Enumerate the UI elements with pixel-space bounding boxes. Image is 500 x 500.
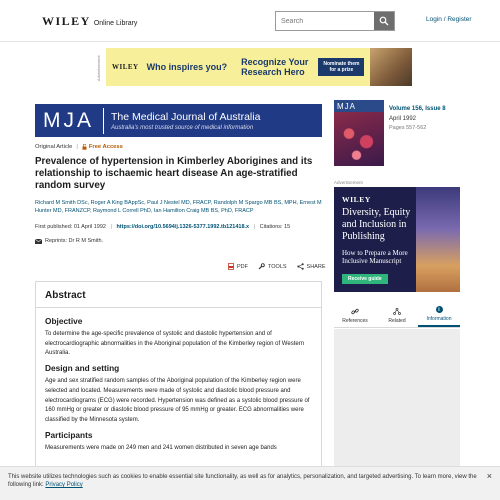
ad-cta-line2: for a prize <box>329 67 354 73</box>
tab-information[interactable] <box>418 303 460 327</box>
design-text: Age and sex stratified random samples of the Aboriginal population of the Kimberley region were selected and located. Measurements were made of systolic and diastolic blood pressure and electrocardiograms (ECG) were recorded. Hypertension was defined as a systolic blood pressure of 160 mmHg or greater or diastolic blood pressure of 95 mmHg or greater. ECG abnormalities were classified by the Minnesota system. <box>45 378 310 423</box>
information-panel <box>334 329 460 469</box>
close-icon[interactable]: × <box>486 471 492 481</box>
article-title: Prevalence of hypertension in Kimberley Aborigines and its relationship to ischaemic heart disease An age-stratified random survey <box>35 156 313 191</box>
search-icon <box>379 16 389 26</box>
cover-abbr: MJA <box>337 102 356 111</box>
pdf-label: PDF <box>237 263 248 270</box>
tools-button[interactable] <box>258 263 287 270</box>
tab-references[interactable] <box>334 303 376 327</box>
side-ad-subline: How to Prepare a More Inclusive Manuscript <box>342 249 408 265</box>
issue-cover[interactable] <box>334 100 384 166</box>
journal-abbr: MJA <box>43 108 94 132</box>
issue-date: April 1992 <box>389 116 417 122</box>
ad-brand: WILEY <box>112 63 139 71</box>
pub-separator: | <box>253 224 256 230</box>
share-icon <box>297 263 304 270</box>
tools-label: TOOLS <box>268 263 287 270</box>
participants-heading: Participants <box>45 429 93 440</box>
ad-photo <box>370 48 412 86</box>
search-button[interactable] <box>374 12 394 30</box>
article-tools <box>228 263 326 270</box>
logo-subtitle: Online Library <box>93 20 138 27</box>
ad-recognize-line2: Research Hero <box>241 67 305 77</box>
search-box <box>275 11 395 31</box>
objective-text: To determine the age-specific prevalence of systolic and diastolic hypertension and of electrocardiographic abnormalities in the Aboriginal population of the Kimberley region of Western Australia. <box>45 331 305 357</box>
side-ad-brand: WILEY <box>342 195 371 204</box>
reprints-row <box>35 238 103 244</box>
side-ad-image <box>416 187 460 292</box>
ad-nominate-button[interactable] <box>318 58 364 76</box>
participants-text: Measurements were made on 249 men and 241 women distributed in seven age bands <box>45 444 277 451</box>
logo-word: WILEY <box>42 14 91 28</box>
journal-banner[interactable] <box>35 104 322 137</box>
link-icon <box>351 308 359 315</box>
objective-heading: Objective <box>45 316 83 326</box>
first-published: First published: 01 April 1992 <box>35 224 106 230</box>
article-type: Original Article <box>35 144 73 150</box>
search-input[interactable] <box>276 12 374 30</box>
article-type-row <box>35 144 123 150</box>
banner-text <box>111 111 260 131</box>
pdf-icon <box>228 263 234 270</box>
login-register-link[interactable]: Login / Register <box>426 16 472 23</box>
tab-references-label: References <box>342 318 368 324</box>
tab-related[interactable] <box>376 303 418 327</box>
type-separator: | <box>76 144 78 150</box>
doi-link[interactable]: https://doi.org/10.5694/j.1326-5377.1992.tb121418.x <box>116 224 250 230</box>
reprints-text: Reprints: Dr R M Smith. <box>45 238 104 244</box>
cookie-text: This website utilizes technologies such as cookies to enable essential site functionality, as well as for analytics, personalization, and targeted advertising. To learn more, view the following link: <box>8 474 477 488</box>
side-advertisement[interactable] <box>334 187 460 292</box>
ad-headline: Who inspires you? <box>146 62 228 72</box>
publication-info <box>35 224 290 230</box>
ad-recognize-line1: Recognize Your <box>241 57 309 67</box>
info-icon: i <box>436 306 443 313</box>
citations-link[interactable]: Citations: 15 <box>259 224 291 230</box>
ad-recognize <box>241 57 308 77</box>
site-header <box>0 0 500 42</box>
cookie-banner <box>0 466 500 500</box>
free-access-badge: Free Access <box>88 144 123 150</box>
tab-related-label: Related <box>388 318 406 324</box>
ad-label: Advertisement <box>96 55 101 81</box>
side-tabs <box>334 303 460 328</box>
side-ad-label: Advertisement <box>334 180 363 185</box>
share-label: SHARE <box>306 263 326 270</box>
banner-divider <box>103 108 104 134</box>
issue-pages: Pages 557-562 <box>389 125 427 131</box>
share-button[interactable] <box>297 263 326 270</box>
abstract-section <box>35 281 322 481</box>
side-ad-cta-button[interactable]: Receive guide <box>342 274 388 284</box>
open-lock-icon <box>82 144 87 150</box>
cover-image <box>334 112 384 166</box>
privacy-policy-link[interactable]: Privacy Policy <box>45 482 83 488</box>
abstract-divider <box>36 307 321 308</box>
tab-information-label: Information <box>426 316 452 322</box>
author-list[interactable]: Richard M Smith DSc, Roger A King BAppSc, Paul J Nestel MD, FRACP, Randolph M Spargo MB BS, MPH, Ernest M Hunter MD, FRANZCP, Raymond L Correll PhD, Ian Hamilton Craig MB BS, PhD, FRACP <box>35 200 322 214</box>
pub-separator: | <box>110 224 112 230</box>
pdf-button[interactable] <box>228 263 248 270</box>
wrench-icon <box>258 263 265 270</box>
journal-tagline: Australia's most trusted source of medical information <box>111 124 254 131</box>
envelope-icon <box>35 239 42 244</box>
network-icon <box>393 308 401 315</box>
top-advertisement[interactable] <box>106 48 412 86</box>
abstract-title: Abstract <box>45 290 86 301</box>
design-heading: Design and setting <box>45 363 120 374</box>
side-ad-headline: Diversity, Equity and Inclusion in Publishing <box>342 207 411 242</box>
issue-volume-link[interactable]: Volume 156, Issue 8 <box>389 106 446 112</box>
ad-cta-line1: Nominate them <box>323 61 360 67</box>
wiley-logo[interactable] <box>42 14 137 29</box>
journal-name: The Medical Journal of Australia <box>111 110 261 123</box>
